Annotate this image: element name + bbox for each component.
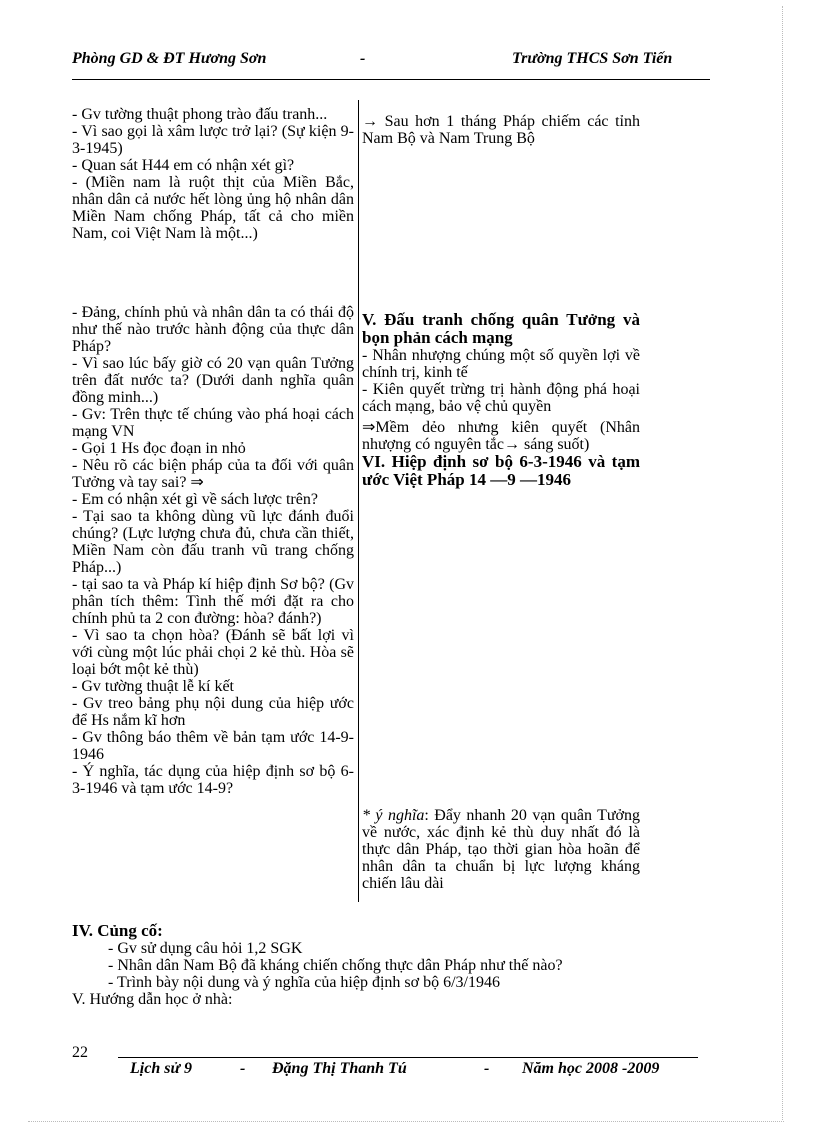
left-item: - Em có nhận xét gì về sách lược trên? xyxy=(72,491,318,508)
section-5-title: V. Đấu tranh chống quân Tưởng và bọn phản cách mạng xyxy=(362,310,640,347)
column-divider xyxy=(358,100,359,902)
right-column-section-5 xyxy=(362,311,640,489)
footer-separator: - xyxy=(240,1060,246,1077)
page-number: 22 xyxy=(72,1044,88,1061)
page-edge-right xyxy=(782,6,783,1120)
footer-subject: Lịch sử 9 xyxy=(130,1060,193,1077)
consolidation-item: - Nhân dân Nam Bộ đã kháng chiến chống thực dân Pháp như thế nào? xyxy=(108,957,563,974)
footer-separator: - xyxy=(484,1060,490,1077)
right-column-block-1 xyxy=(362,113,640,147)
section-6-title: VI. Hiệp định sơ bộ 6-3-1946 và tạm ước Việt Pháp 14 —9 —1946 xyxy=(362,452,640,489)
header-separator: - xyxy=(360,50,366,67)
left-item: - Quan sát H44 em có nhận xét gì? xyxy=(72,157,295,174)
right-item: → Sau hơn 1 tháng Pháp chiếm các tỉnh Nam Bộ và Nam Trung Bộ xyxy=(362,113,640,147)
homework-title: V. Hướng dẫn học ở nhà: xyxy=(72,991,233,1008)
header-school-name: Trường THCS Sơn Tiến xyxy=(512,50,673,67)
section-5-item: - Nhân nhượng chúng một số quyền lợi về chính trị, kinh tế xyxy=(362,347,640,381)
left-item: - Đảng, chính phủ và nhân dân ta có thái độ như thế nào trước hành động của thực dân Pháp? xyxy=(72,304,354,355)
left-item: - Gọi 1 Hs đọc đoạn in nhỏ xyxy=(72,440,246,457)
consolidation-title: IV. Củng cố: xyxy=(72,921,163,940)
left-item: - Ý nghĩa, tác dụng của hiệp định sơ bộ 6-3-1946 và tạm ước 14-9? xyxy=(72,763,354,797)
consolidation-section xyxy=(72,922,672,1008)
meaning-paragraph xyxy=(362,807,640,892)
consolidation-item: - Gv sử dụng câu hỏi 1,2 SGK xyxy=(108,940,303,957)
left-item: - Gv: Trên thực tế chúng vào phá hoại cách mạng VN xyxy=(72,406,354,440)
left-item: - Gv tường thuật lễ kí kết xyxy=(72,678,234,695)
meaning-label: * ý nghĩa xyxy=(362,807,425,824)
left-item: - Gv treo bảng phụ nội dung của hiệp ước để Hs nắm kĩ hơn xyxy=(72,695,354,729)
section-5-item: - Kiên quyết trừng trị hành động phá hoại cách mạng, bảo vệ chủ quyền xyxy=(362,381,640,415)
left-item: - Vì sao ta chọn hòa? (Đánh sẽ bất lợi vì với cùng một lúc phải chọi 2 kẻ thù. Hòa sẽ loại bớt một kẻ thù) xyxy=(72,627,354,678)
page-edge-bottom xyxy=(28,1121,784,1122)
right-column-meaning xyxy=(362,807,640,892)
left-item: - Gv tường thuật phong trào đấu tranh... xyxy=(72,106,328,123)
footer-teacher: Đặng Thị Thanh Tú xyxy=(272,1060,407,1077)
left-item: - tại sao ta và Pháp kí hiệp định Sơ bộ? (Gv phân tích thêm: Tình thế mới đặt ra cho chính phủ ta 2 con đường: hòa? đánh?) xyxy=(72,576,354,627)
header-rule xyxy=(72,79,710,80)
left-column-block-1 xyxy=(72,106,354,242)
left-item: - Nêu rõ các biện pháp của ta đối với quân Tưởng và tay sai? ⇒ xyxy=(72,457,354,491)
meaning-text: : Đẩy nhanh 20 vạn quân Tưởng về nước, xác định kẻ thù duy nhất đó là thực dân Pháp, tạo thời gian hòa hoãn để nhân dân ta chuẩn bị lực lượng kháng chiến lâu dài xyxy=(362,807,640,892)
left-item: - Gv thông báo thêm về bản tạm ước 14-9-1946 xyxy=(72,729,354,763)
section-5-item: ⇒Mềm dẻo nhưng kiên quyết (Nhân nhượng có nguyên tắc→ sáng suốt) xyxy=(362,419,640,453)
footer-rule xyxy=(118,1057,698,1058)
left-column-block-2 xyxy=(72,304,354,797)
left-item: - Vì sao gọi là xâm lược trở lại? (Sự kiện 9-3-1945) xyxy=(72,123,354,157)
header-school-office: Phòng GD & ĐT Hương Sơn xyxy=(72,50,267,67)
left-item: - Tại sao ta không dùng vũ lực đánh đuổi chúng? (Lực lượng chưa đủ, chưa cần thiết, Miền Nam còn đấu tranh vũ trang chống Pháp...) xyxy=(72,508,354,576)
consolidation-item: - Trình bày nội dung và ý nghĩa của hiệp định sơ bộ 6/3/1946 xyxy=(108,974,500,991)
footer-school-year: Năm học 2008 -2009 xyxy=(522,1060,660,1077)
left-item: - Vì sao lúc bấy giờ có 20 vạn quân Tưởng trên đất nước ta? (Dưới danh nghĩa quân đồng minh...) xyxy=(72,355,354,406)
left-item: - (Miền nam là ruột thịt của Miền Bắc, nhân dân cả nước hết lòng ủng hộ nhân dân Miền Nam chống Pháp, tất cả cho miền Nam, coi Việt Nam là một...) xyxy=(72,174,354,242)
